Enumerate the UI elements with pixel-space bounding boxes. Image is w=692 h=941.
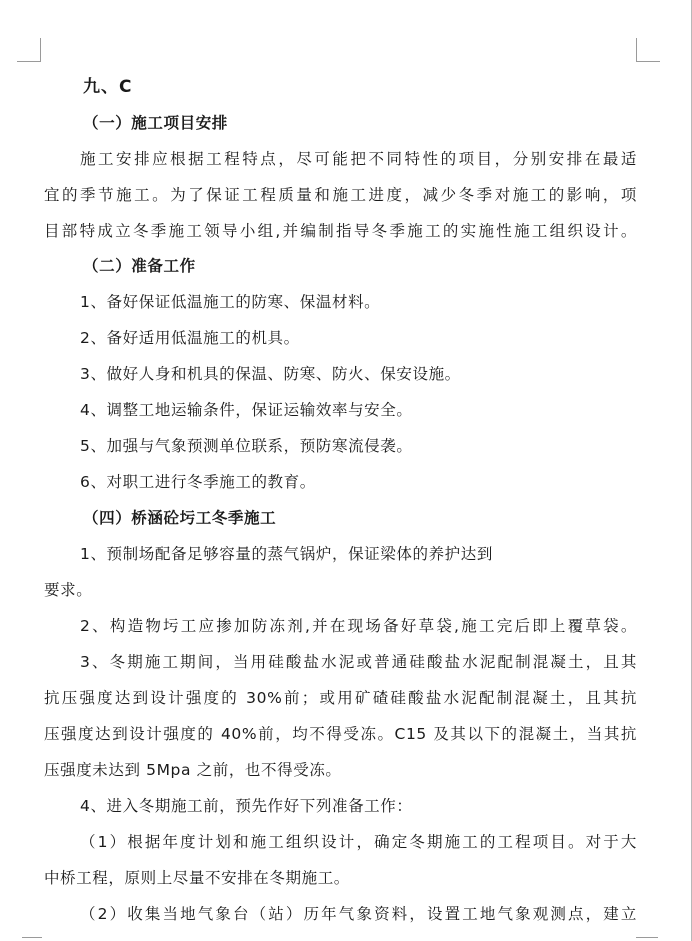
crop-mark-top-right [636, 38, 637, 62]
paragraph-line: 中桥工程，原则上尽量不安排在冬期施工。 [44, 869, 350, 887]
crop-mark-top-left [17, 61, 41, 62]
chapter-title: 九、C [83, 77, 133, 97]
sub-list-item: （1）根据年度计划和施工组织设计，确定冬期施工的工程项目。对于大 [80, 833, 637, 851]
crop-mark-bottom-left [22, 937, 42, 938]
paragraph-line: 目部特成立冬季施工领导小组,并编制指导冬季施工的实施性施工组织设计。 [44, 222, 637, 240]
section-heading: （二）准备工作 [83, 257, 196, 275]
list-item: 4、进入冬期施工前，预先作好下列准备工作： [80, 797, 413, 815]
list-item: 6、对职工进行冬季施工的教育。 [80, 473, 316, 491]
list-item: 2、备好适用低温施工的机具。 [80, 329, 300, 347]
list-item: 3、冬期施工期间，当用硅酸盐水泥或普通硅酸盐水泥配制混凝土，且其 [80, 653, 637, 671]
section-heading: （四）桥涵砼圬工冬季施工 [83, 509, 277, 527]
list-item: 1、预制场配备足够容量的蒸气锅炉，保证梁体的养护达到 [80, 545, 493, 563]
paragraph-line: 要求。 [44, 581, 93, 599]
paragraph-line: 抗压强度达到设计强度的 30%前；或用矿碴硅酸盐水泥配制混凝土，且其抗 [44, 689, 637, 707]
list-item: 1、备好保证低温施工的防寒、保温材料。 [80, 293, 381, 311]
crop-mark-top-left [40, 38, 41, 62]
section-heading: （一）施工项目安排 [83, 114, 228, 132]
list-item: 4、调整工地运输条件，保证运输效率与安全。 [80, 401, 413, 419]
list-item: 5、加强与气象预测单位联系，预防寒流侵袭。 [80, 437, 413, 455]
paragraph-line: 压强度未达到 5Mpa 之前，也不得受冻。 [44, 761, 342, 779]
paragraph-line: 宜的季节施工。为了保证工程质量和施工进度，减少冬季对施工的影响，项 [44, 186, 637, 204]
paragraph-line: 施工安排应根据工程特点，尽可能把不同特性的项目，分别安排在最适 [80, 150, 637, 168]
crop-mark-bottom-right [636, 937, 658, 938]
list-item: 2、构造物圬工应掺加防冻剂,并在现场备好草袋,施工完后即上覆草袋。 [80, 617, 637, 635]
list-item: 3、做好人身和机具的保温、防寒、防火、保安设施。 [80, 365, 461, 383]
sub-list-item: （2）收集当地气象台（站）历年气象资料，设置工地气象观测点，建立 [80, 905, 637, 923]
paragraph-line: 压强度达到设计强度的 40%前，均不得受冻。C15 及其以下的混凝土，当其抗 [44, 725, 637, 743]
crop-mark-top-right [636, 61, 660, 62]
